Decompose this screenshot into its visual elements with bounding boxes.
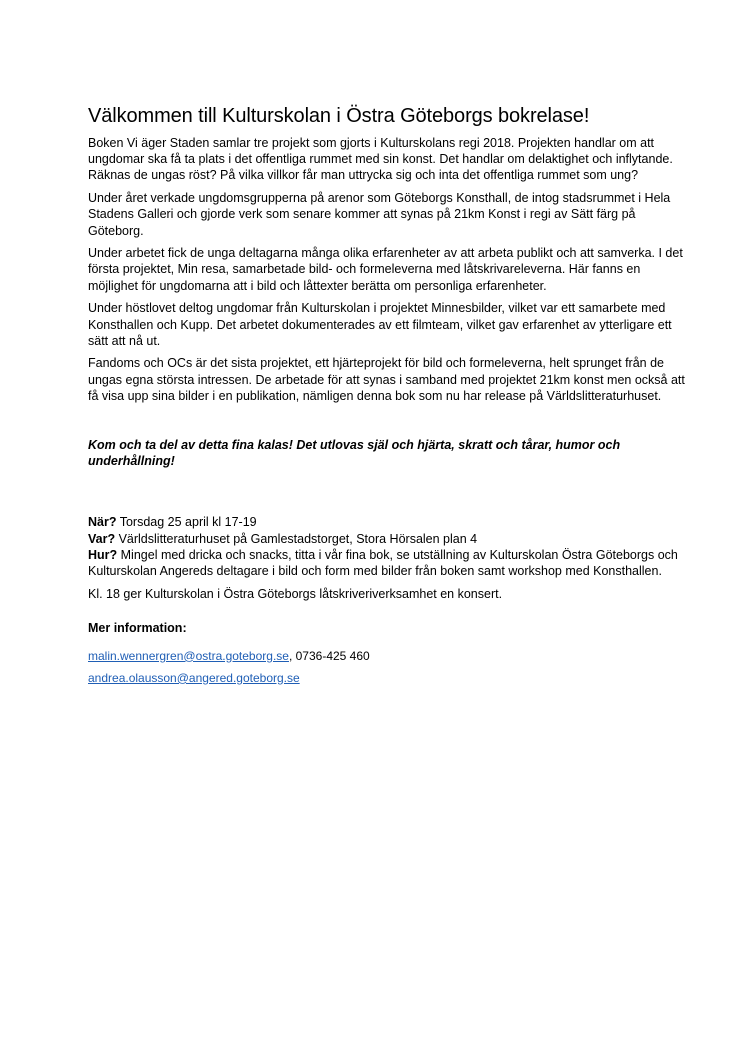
intro-paragraph: Boken Vi äger Staden samlar tre projekt som gjorts i Kulturskolans regi 2018. Projekten handlar om att ungdomar ska få ta plats i det offentliga rummet med sin konst. Det handlar om delaktighet och inflytande. Räknas de ungas röst? På vilka villkor får man uttrycka sig och inta det offentliga rummet som ung? [88,136,673,183]
email-link-malin[interactable]: malin.wennergren@ostra.goteborg.se [88,648,289,663]
more-info-heading: Mer information: [88,621,187,636]
contact-line-andrea [88,670,688,686]
document-page [88,103,688,692]
contact-phone: , 0736-425 460 [288,648,370,663]
concert-text: Kl. 18 ger Kulturskolan i Östra Göteborgs låtskriveriverksamhet en konsert. [88,587,503,602]
when-label: När? [88,515,117,530]
where-label: Var? [88,531,116,546]
how-value: Mingel med dricka och snacks, titta i vår fina bok, se utställning av Kulturskolan Östra Göteborgs och Kulturskolan Angereds deltagare i bild och form med bilder från boken samt workshop med Konsthallen. [88,547,678,579]
how-row [88,547,688,579]
how-label: Hur? [88,547,118,562]
experience-paragraph: Under arbetet fick de unga deltagarna många olika erfarenheter av att arbeta publikt och att samverka. I det första projektet, Min resa, samarbetade bild- och formeleverna med låtskrivareleverna. Här fanns en möjlighet för ungdomarna att i bild och låttexter berätta om personliga erfarenheter. [88,246,683,293]
when-row [88,514,688,530]
when-value: Torsdag 25 april kl 17-19 [116,515,257,530]
page-title: Välkommen till Kulturskolan i Östra Göteborgs bokrelase! [88,105,590,127]
arenas-paragraph: Under året verkade ungdomsgrupperna på arenor som Göteborgs Konsthall, de intog stadsrummet i Hela Stadens Galleri och gjorde verk som senare kommer att synas på 21km Konst i regi av Sätt färg på Göteborg. [88,191,671,238]
email-link-andrea[interactable]: andrea.olausson@angered.goteborg.se [88,670,300,685]
where-value: Världslitteraturhuset på Gamlestadstorget, Stora Hörsalen plan 4 [115,531,478,546]
event-details [88,514,688,579]
fandoms-paragraph: Fandoms och OCs är det sista projektet, ett hjärteprojekt för bild och formeleverna, helt sprunget från de ungas egna största intressen. De arbetade för att synas i samband med projektet 21km konst men också att få visa upp sina bilder i en publikation, nämligen denna bok som nu har release på Världslitteraturhuset. [88,356,685,403]
where-row [88,531,688,547]
minnesbilder-paragraph: Under höstlovet deltog ungdomar från Kulturskolan i projektet Minnesbilder, vilket var ett samarbete med Konsthallen och Kupp. Det arbetet dokumenterades av ett filmteam, vilket gav erfarenhet av ytterligare ett sätt att nå ut. [88,301,672,348]
contact-line-malin [88,648,688,664]
invitation-text: Kom och ta del av detta fina kalas! Det utlovas själ och hjärta, skratt och tårar, humor och underhållning! [88,438,621,469]
